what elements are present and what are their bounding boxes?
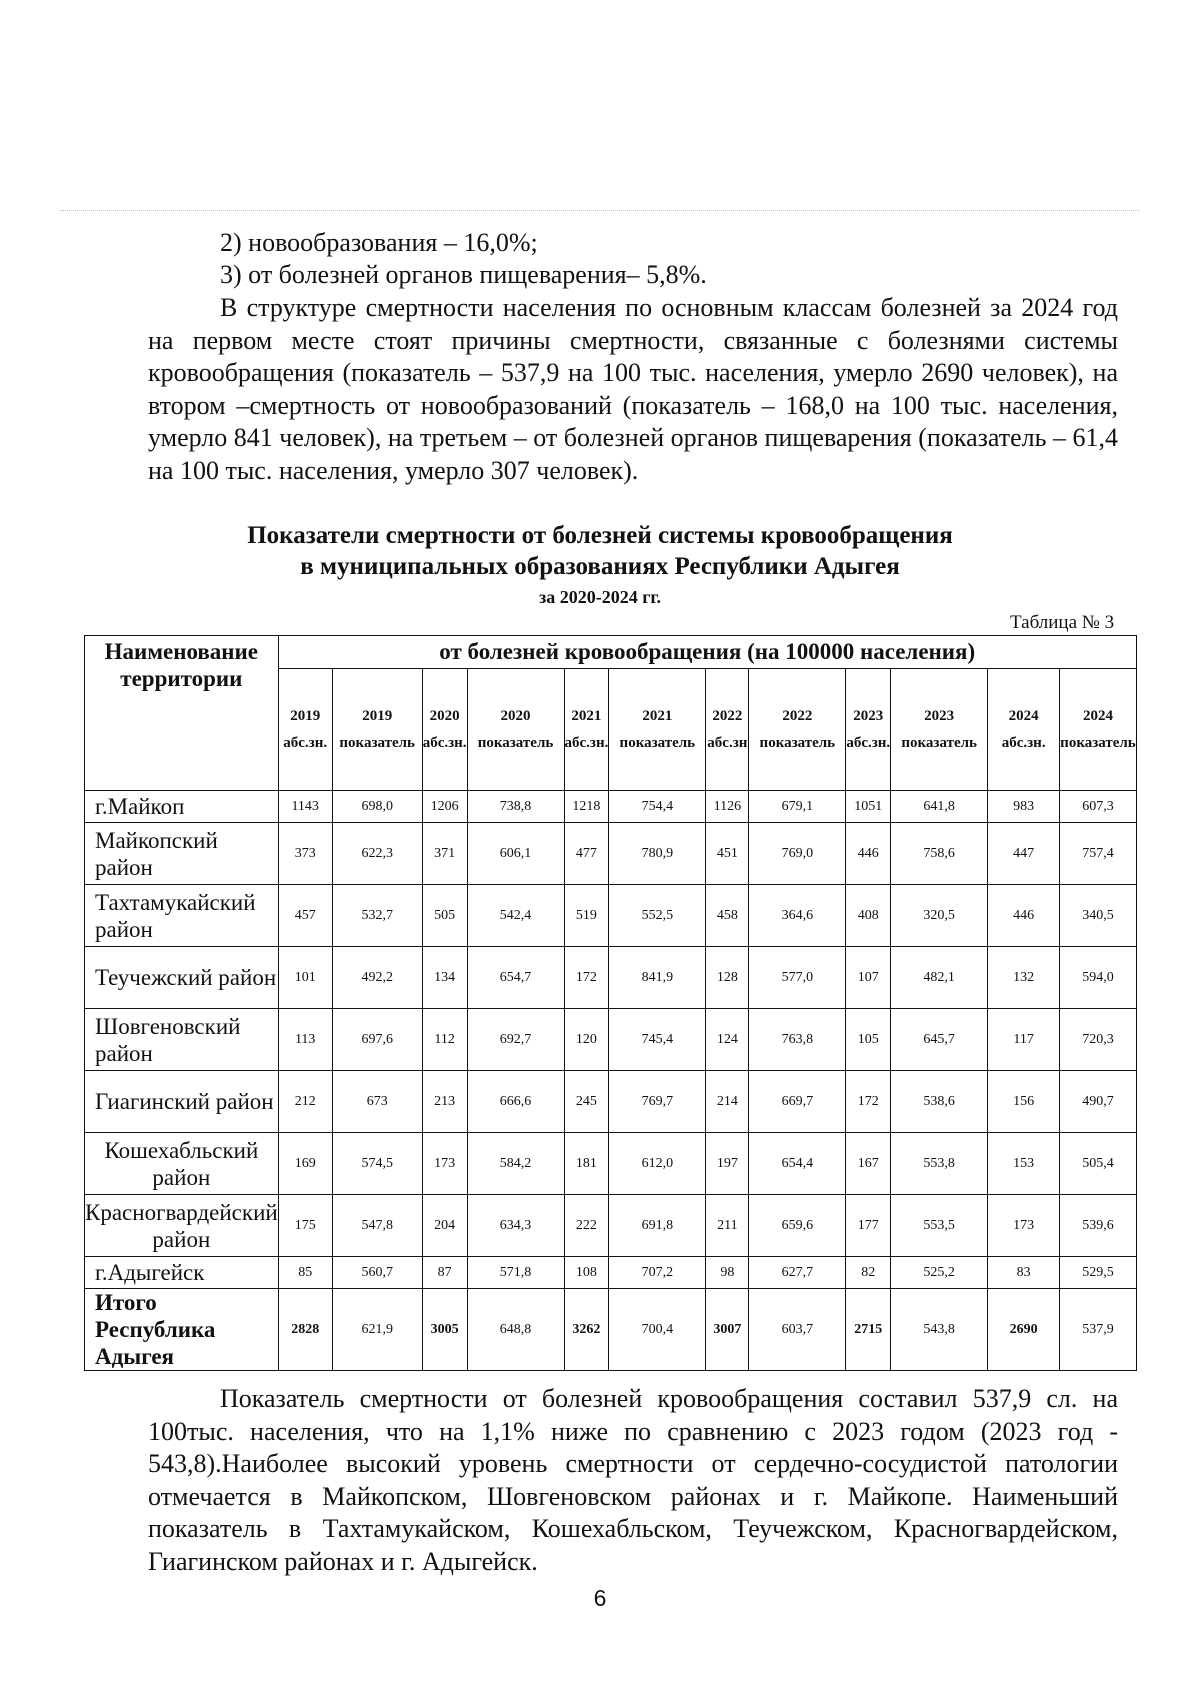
table-row bbox=[85, 1071, 1137, 1133]
table-cell: 745,4 bbox=[609, 1009, 706, 1071]
table-row bbox=[85, 947, 1137, 1009]
table-cell: 543,8 bbox=[891, 1289, 988, 1371]
table-cell: 172 bbox=[846, 1071, 891, 1133]
column-header: 2020 абс.зн. bbox=[422, 669, 467, 791]
table-cell: 769,7 bbox=[609, 1071, 706, 1133]
table-cell: 720,3 bbox=[1060, 1009, 1137, 1071]
territory-name: Красногвардейский район bbox=[85, 1195, 279, 1257]
table-cell: 659,6 bbox=[749, 1195, 846, 1257]
table-cell: 1051 bbox=[846, 791, 891, 823]
table-cell: 446 bbox=[988, 885, 1060, 947]
table-cell: 2828 bbox=[278, 1289, 332, 1371]
column-header: 2020 показатель bbox=[467, 669, 564, 791]
table-cell: 340,5 bbox=[1060, 885, 1137, 947]
column-header: 2019 абс.зн. bbox=[278, 669, 332, 791]
table-cell: 622,3 bbox=[332, 823, 422, 885]
table-row bbox=[85, 1195, 1137, 1257]
table-cell: 371 bbox=[422, 823, 467, 885]
table-cell: 542,4 bbox=[467, 885, 564, 947]
table-cell: 117 bbox=[988, 1009, 1060, 1071]
table-cell: 134 bbox=[422, 947, 467, 1009]
column-header: 2022 абс.зн bbox=[706, 669, 749, 791]
table-cell: 648,8 bbox=[467, 1289, 564, 1371]
table-number: Таблица № 3 bbox=[1010, 612, 1115, 633]
table-cell: 3262 bbox=[564, 1289, 609, 1371]
header-group: от болезней кровообращения (на 100000 населения) bbox=[278, 636, 1136, 669]
table-cell: 519 bbox=[564, 885, 609, 947]
table-cell: 1126 bbox=[706, 791, 749, 823]
table-cell: 2715 bbox=[846, 1289, 891, 1371]
table-cell: 1218 bbox=[564, 791, 609, 823]
table-cell: 606,1 bbox=[467, 823, 564, 885]
table-cell: 529,5 bbox=[1060, 1257, 1137, 1289]
territory-name: г.Майкоп bbox=[85, 791, 279, 823]
table-row bbox=[85, 1009, 1137, 1071]
conclusion-paragraph: Показатель смертности от болезней кровообращения составил 537,9 сл. на 100тыс. населения, что на 1,1% ниже по сравнению с 2023 годом (2023 год - 543,8).Наиболее высокий уровень смертности от сердечно-сосудистой патологии отмечается в Майкопском, Шовгеновском районах и г. Майкопе. Наименьший показатель в Тахтамукайском, Кошехабльском, Теучежском, Красногвардейском, Гиагинском районах и г. Адыгейск. bbox=[148, 1384, 1118, 1576]
table-cell: 124 bbox=[706, 1009, 749, 1071]
table-cell: 553,5 bbox=[891, 1195, 988, 1257]
table-cell: 113 bbox=[278, 1009, 332, 1071]
column-header: 2024 показатель bbox=[1060, 669, 1137, 791]
table-cell: 120 bbox=[564, 1009, 609, 1071]
header-territory-name: Наименование территории bbox=[85, 636, 279, 791]
table-cell: 457 bbox=[278, 885, 332, 947]
table-title-line2: в муниципальных образованиях Республики Адыгея bbox=[300, 553, 900, 580]
table-cell: 197 bbox=[706, 1133, 749, 1195]
table-cell: 173 bbox=[422, 1133, 467, 1195]
page-number: 6 bbox=[593, 1585, 607, 1611]
table-cell: 537,9 bbox=[1060, 1289, 1137, 1371]
table-cell: 156 bbox=[988, 1071, 1060, 1133]
column-header: 2022 показатель bbox=[749, 669, 846, 791]
table-cell: 446 bbox=[846, 823, 891, 885]
table-cell: 691,8 bbox=[609, 1195, 706, 1257]
table-cell: 169 bbox=[278, 1133, 332, 1195]
table-cell: 153 bbox=[988, 1133, 1060, 1195]
table-cell: 3007 bbox=[706, 1289, 749, 1371]
table-cell: 560,7 bbox=[332, 1257, 422, 1289]
table-cell: 594,0 bbox=[1060, 947, 1137, 1009]
table-cell: 645,7 bbox=[891, 1009, 988, 1071]
table-row bbox=[85, 885, 1137, 947]
table-cell: 458 bbox=[706, 885, 749, 947]
table-row bbox=[85, 823, 1137, 885]
table-cell: 538,6 bbox=[891, 1071, 988, 1133]
table-cell: 654,4 bbox=[749, 1133, 846, 1195]
table-cell: 204 bbox=[422, 1195, 467, 1257]
table-cell: 211 bbox=[706, 1195, 749, 1257]
table-cell: 1206 bbox=[422, 791, 467, 823]
table-cell: 213 bbox=[422, 1071, 467, 1133]
table-cell: 101 bbox=[278, 947, 332, 1009]
table-cell: 553,8 bbox=[891, 1133, 988, 1195]
table-cell: 547,8 bbox=[332, 1195, 422, 1257]
table-cell: 408 bbox=[846, 885, 891, 947]
table-cell: 212 bbox=[278, 1071, 332, 1133]
table-cell: 673 bbox=[332, 1071, 422, 1133]
table-cell: 245 bbox=[564, 1071, 609, 1133]
table-cell: 758,6 bbox=[891, 823, 988, 885]
table-cell: 666,6 bbox=[467, 1071, 564, 1133]
table-row bbox=[85, 1257, 1137, 1289]
table-cell: 505 bbox=[422, 885, 467, 947]
table-cell: 607,3 bbox=[1060, 791, 1137, 823]
territory-name: Кошехабльский район bbox=[85, 1133, 279, 1195]
table-cell: 108 bbox=[564, 1257, 609, 1289]
table-cell: 679,1 bbox=[749, 791, 846, 823]
table-cell: 669,7 bbox=[749, 1071, 846, 1133]
territory-name: Гиагинский район bbox=[85, 1071, 279, 1133]
table-cell: 738,8 bbox=[467, 791, 564, 823]
table-cell: 700,4 bbox=[609, 1289, 706, 1371]
table-cell: 532,7 bbox=[332, 885, 422, 947]
table-row bbox=[85, 1289, 1137, 1371]
table-cell: 373 bbox=[278, 823, 332, 885]
table-cell: 222 bbox=[564, 1195, 609, 1257]
table-cell: 707,2 bbox=[609, 1257, 706, 1289]
table-cell: 181 bbox=[564, 1133, 609, 1195]
column-header: 2021 показатель bbox=[609, 669, 706, 791]
table-row bbox=[85, 791, 1137, 823]
table-cell: 754,4 bbox=[609, 791, 706, 823]
table-cell: 112 bbox=[422, 1009, 467, 1071]
table-cell: 447 bbox=[988, 823, 1060, 885]
table-cell: 571,8 bbox=[467, 1257, 564, 1289]
table-cell: 577,0 bbox=[749, 947, 846, 1009]
table-cell: 763,8 bbox=[749, 1009, 846, 1071]
table-cell: 3005 bbox=[422, 1289, 467, 1371]
table-cell: 98 bbox=[706, 1257, 749, 1289]
scan-artifact-line bbox=[60, 210, 1140, 211]
table-cell: 128 bbox=[706, 947, 749, 1009]
territory-name: Майкопский район bbox=[85, 823, 279, 885]
table-cell: 175 bbox=[278, 1195, 332, 1257]
table-cell: 634,3 bbox=[467, 1195, 564, 1257]
territory-name: г.Адыгейск bbox=[85, 1257, 279, 1289]
table-cell: 132 bbox=[988, 947, 1060, 1009]
territory-name: Итого Республика Адыгея bbox=[85, 1289, 279, 1371]
territory-name: Шовгеновский район bbox=[85, 1009, 279, 1071]
table-cell: 214 bbox=[706, 1071, 749, 1133]
table-cell: 641,8 bbox=[891, 791, 988, 823]
table-cell: 1143 bbox=[278, 791, 332, 823]
table-cell: 539,6 bbox=[1060, 1195, 1137, 1257]
territory-name: Тахтамукайский район bbox=[85, 885, 279, 947]
table-cell: 769,0 bbox=[749, 823, 846, 885]
table-cell: 552,5 bbox=[609, 885, 706, 947]
table-cell: 780,9 bbox=[609, 823, 706, 885]
table-cell: 82 bbox=[846, 1257, 891, 1289]
table-cell: 584,2 bbox=[467, 1133, 564, 1195]
table-cell: 757,4 bbox=[1060, 823, 1137, 885]
table-cell: 654,7 bbox=[467, 947, 564, 1009]
table-cell: 490,7 bbox=[1060, 1071, 1137, 1133]
column-header: 2023 абс.зн. bbox=[846, 669, 891, 791]
table-cell: 482,1 bbox=[891, 947, 988, 1009]
table-cell: 603,7 bbox=[749, 1289, 846, 1371]
table-cell: 983 bbox=[988, 791, 1060, 823]
table-cell: 621,9 bbox=[332, 1289, 422, 1371]
table-cell: 173 bbox=[988, 1195, 1060, 1257]
table-cell: 525,2 bbox=[891, 1257, 988, 1289]
list-item-neoplasms: 2) новообразования – 16,0%; bbox=[220, 228, 538, 257]
table-title-line1: Показатели смертности от болезней системы кровообращения bbox=[247, 522, 953, 549]
table-cell: 451 bbox=[706, 823, 749, 885]
table-cell: 698,0 bbox=[332, 791, 422, 823]
table-cell: 477 bbox=[564, 823, 609, 885]
list-item-digestive: 3) от болезней органов пищеварения– 5,8%. bbox=[220, 260, 707, 289]
table-cell: 492,2 bbox=[332, 947, 422, 1009]
column-header: 2021 абс.зн. bbox=[564, 669, 609, 791]
table-cell: 505,4 bbox=[1060, 1133, 1137, 1195]
table-cell: 612,0 bbox=[609, 1133, 706, 1195]
table-cell: 167 bbox=[846, 1133, 891, 1195]
table-cell: 574,5 bbox=[332, 1133, 422, 1195]
table-cell: 87 bbox=[422, 1257, 467, 1289]
intro-paragraph: В структуре смертности населения по основным классам болезней за 2024 год на первом месте стоят причины смертности, связанные с болезнями системы кровообращения (показатель – 537,9 на 100 тыс. населения, умерло 2690 человек), на втором –смертность от новообразований (показатель – 168,0 на 100 тыс. населения, умерло 841 человек), на третьем – от болезней органов пищеварения (показатель – 61,4 на 100 тыс. населения, умерло 307 человек). bbox=[148, 293, 1118, 485]
table-cell: 172 bbox=[564, 947, 609, 1009]
table-cell: 697,6 bbox=[332, 1009, 422, 1071]
table-cell: 320,5 bbox=[891, 885, 988, 947]
mortality-table bbox=[84, 635, 1137, 1371]
territory-name: Теучежский район bbox=[85, 947, 279, 1009]
table-cell: 83 bbox=[988, 1257, 1060, 1289]
table-cell: 85 bbox=[278, 1257, 332, 1289]
table-cell: 627,7 bbox=[749, 1257, 846, 1289]
table-title-period: за 2020-2024 гг. bbox=[538, 587, 662, 607]
table-cell: 105 bbox=[846, 1009, 891, 1071]
column-header: 2023 показатель bbox=[891, 669, 988, 791]
table-cell: 177 bbox=[846, 1195, 891, 1257]
table-cell: 2690 bbox=[988, 1289, 1060, 1371]
table-cell: 692,7 bbox=[467, 1009, 564, 1071]
column-header: 2019 показатель bbox=[332, 669, 422, 791]
column-header: 2024 абс.зн. bbox=[988, 669, 1060, 791]
table-cell: 364,6 bbox=[749, 885, 846, 947]
table-row bbox=[85, 1133, 1137, 1195]
table-cell: 841,9 bbox=[609, 947, 706, 1009]
table-cell: 107 bbox=[846, 947, 891, 1009]
